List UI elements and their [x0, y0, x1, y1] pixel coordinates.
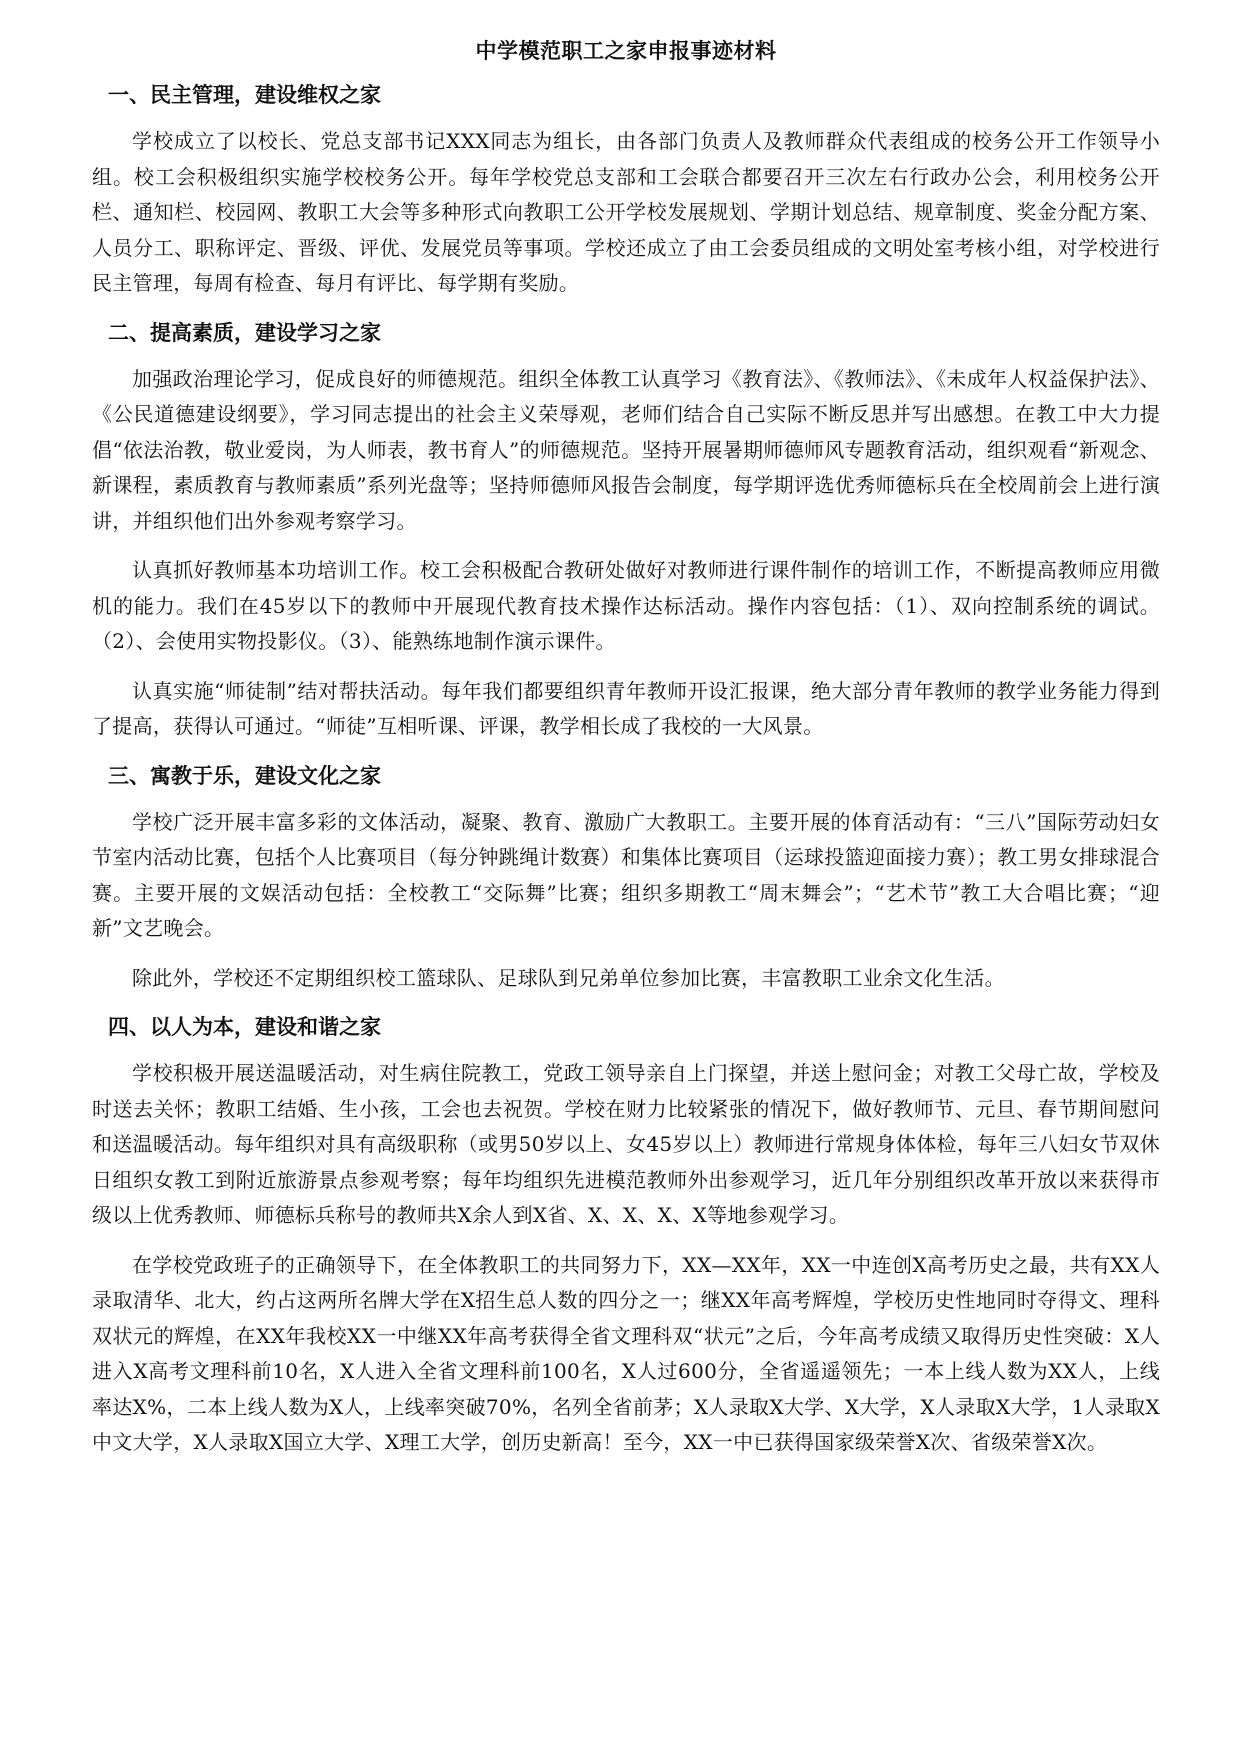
paragraph: 认真抓好教师基本功培训工作。校工会积极配合教研处做好对教师进行课件制作的培训工作，不断提高教师应用微机的能力。我们在45岁以下的教师中开展现代教育技术操作达标活动。操作内容包括：（1）、双向控制系统的调试。（2）、会使用实物投影仪。（3）、能熟练地制作演示课件。 — [92, 558, 1160, 653]
paragraph: 认真实施“师徒制”结对帮扶活动。每年我们都要组织青年教师开设汇报课，绝大部分青年教师的教学业务能力得到了提高，获得认可通过。“师徒”互相听课、评课，教学相长成了我校的一大风景。 — [92, 678, 1160, 738]
paragraph: 加强政治理论学习，促成良好的师德规范。组织全体教工认真学习《教育法》、《教师法》、《未成年人权益保护法》、《公民道德建设纲要》，学习同志提出的社会主义荣辱观，老师们结合自己实际不断反思并写出感想。在教工中大力提倡“依法治教，敬业爱岗，为人师表，教书育人”的师德规范。坚持开展暑期师德师风专题教育活动，组织观看“新观念、新课程，素质教育与教师素质”系列光盘等；坚持师德师风报告会制度，每学期评选优秀师德标兵在全校周前会上进行演讲，并组织他们出外参观考察学习。 — [92, 366, 1160, 533]
paragraph: 学校成立了以校长、党总支部书记XXX同志为组长，由各部门负责人及教师群众代表组成的校务公开工作领导小组。校工会积极组织实施学校校务公开。每年学校党总支部和工会联合都要召开三次左右行政办公会，利用校务公开栏、通知栏、校园网、教职工大会等多种形式向教职工公开学校发展规划、学期计划总结、规章制度、奖金分配方案、人员分工、职称评定、晋级、评优、发展党员等事项。学校还成立了由工会委员组成的文明处室考核小组，对学校进行民主管理，每周有检查、每月有评比、每学期有奖励。 — [92, 129, 1160, 295]
document-title: 中学模范职工之家申报事迹材料 — [475, 39, 777, 63]
section-heading: 二、提高素质，建设学习之家 — [108, 320, 381, 345]
section-2 — [92, 316, 1160, 745]
paragraph: 学校积极开展送温暖活动，对生病住院教工，党政工领导亲自上门探望，并送上慰问金；对教工父母亡故，学校及时送去关怀；教职工结婚、生小孩，工会也去祝贺。学校在财力比较紧张的情况下，做好教师节、元旦、春节期间慰问和送温暖活动。每年组织对具有高级职称（或男50岁以上、女45岁以上）教师进行常规身体体检，每年三八妇女节双休日组织女教工到附近旅游景点参观考察；每年均组织先进模范教师外出参观学习，近几年分别组织改革开放以来获得市级以上优秀教师、师德标兵称号的教师共X余人到X省、X、X、X、X等地参观学习。 — [92, 1061, 1160, 1227]
section-heading: 三、寓教于乐，建设文化之家 — [108, 763, 381, 788]
section-4 — [92, 1010, 1160, 1461]
paragraph: 除此外，学校还不定期组织校工篮球队、足球队到兄弟单位参加比赛，丰富教职工业余文化生活。 — [132, 965, 1005, 990]
section-heading: 四、以人为本，建设和谐之家 — [108, 1015, 381, 1039]
document-page — [92, 34, 1160, 1475]
section-heading: 一、民主管理，建设维权之家 — [108, 83, 381, 107]
paragraph: 学校广泛开展丰富多彩的文体活动，凝聚、教育、激励广大教职工。主要开展的体育活动有：“三八”国际劳动妇女节室内活动比赛，包括个人比赛项目（每分钟跳绳计数赛）和集体比赛项目（运球投篮迎面接力赛）；教工男女排球混合赛。主要开展的文娱活动包括：全校教工“交际舞”比赛；组织多期教工“周末舞会”；“艺术节”教工大合唱比赛；“迎新”文艺晚会。 — [92, 809, 1160, 940]
section-3 — [92, 759, 1160, 997]
section-1 — [92, 78, 1160, 302]
paragraph: 在学校党政班子的正确领导下，在全体教职工的共同努力下，XX—XX年，XX一中连创X高考历史之最，共有XX人录取清华、北大，约占这两所名牌大学在X招生总人数的四分之一；继XX年高考辉煌，学校历史性地同时夺得文、理科双状元的辉煌，在XX年我校XX一中继XX年高考获得全省文理科双“状元”之后，今年高考成绩又取得历史性突破：X人进入X高考文理科前10名，X人进入全省文理科前100名，X人过600分，全省遥遥领先；一本上线人数为XX人，上线率达X%，二本上线人数为X人，上线率突破70%，名列全省前茅；X人录取X大学、X大学，X人录取X大学，1人录取X中文大学，X人录取X国立大学、X理工大学，创历史新高！至今，XX一中已获得国家级荣誉X次、省级荣誉X次。 — [92, 1252, 1160, 1454]
